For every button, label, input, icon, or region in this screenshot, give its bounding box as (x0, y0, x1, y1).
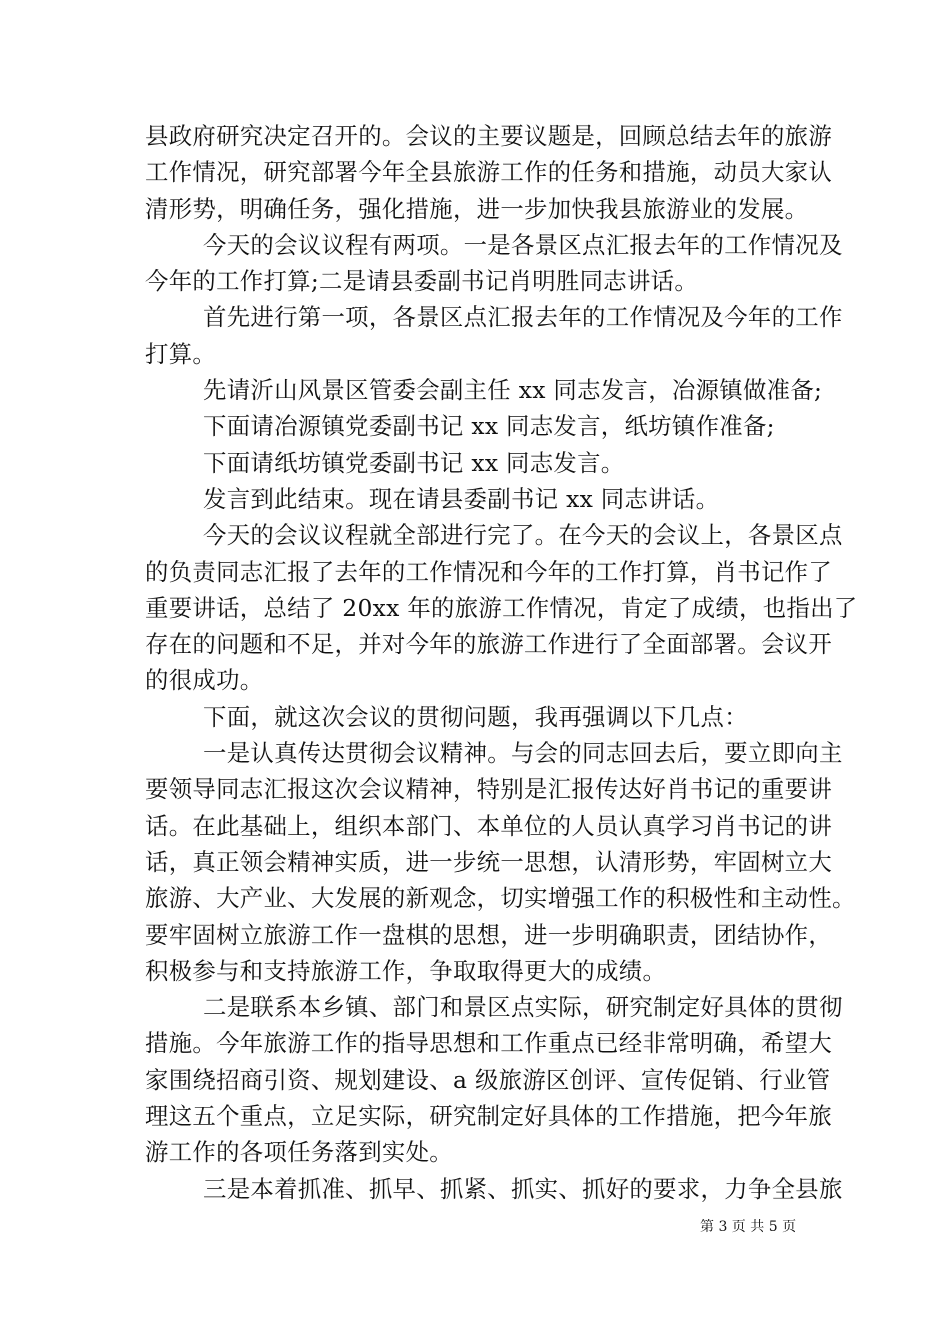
text-line: 话，真正领会精神实质，进一步统一思想，认清形势，牢固树立大 (145, 847, 833, 876)
text-line: 旅游、大产业、大发展的新观念，切实增强工作的积极性和主动性。 (145, 884, 856, 913)
text-line: 打算。 (145, 339, 217, 368)
text-line: 的负责同志汇报了去年的工作情况和今年的工作打算，肖书记作了 (145, 557, 833, 586)
text-line: 重要讲话，总结了 20xx 年的旅游工作情况，肯定了成绩，也指出了 (145, 593, 858, 622)
paragraph-first-line: 二是联系本乡镇、部门和景区点实际，研究制定好具体的贯彻 (203, 993, 843, 1022)
text-line: 工作情况，研究部署今年全县旅游工作的任务和措施，动员大家认 (145, 158, 833, 187)
paragraph-first-line: 一是认真传达贯彻会议精神。与会的同志回去后，要立即向主 (203, 739, 843, 768)
paragraph-first-line: 今天的会议议程就全部进行完了。在今天的会议上，各景区点 (203, 521, 843, 550)
text-line: 游工作的各项任务落到实处。 (145, 1138, 453, 1167)
text-line: 积极参与和支持旅游工作，争取取得更大的成绩。 (145, 956, 667, 985)
paragraph-first-line: 下面请冶源镇党委副书记 xx 同志发言，纸坊镇作准备; (203, 412, 775, 441)
text-line: 今年的工作打算;二是请县委副书记肖明胜同志讲话。 (145, 267, 699, 296)
text-line: 存在的问题和不足，并对今年的旅游工作进行了全面部署。会议开 (145, 630, 833, 659)
text-line: 县政府研究决定召开的。会议的主要议题是，回顾总结去年的旅游 (145, 122, 833, 150)
paragraph-first-line: 今天的会议议程有两项。一是各景区点汇报去年的工作情况及 (203, 230, 843, 259)
paragraph-first-line: 首先进行第一项，各景区点汇报去年的工作情况及今年的工作 (203, 303, 843, 332)
page-number-footer: 第 3 页 共 5 页 (700, 1219, 797, 1235)
text-line: 清形势，明确任务，强化措施，进一步加快我县旅游业的发展。 (145, 194, 809, 223)
text-line: 理这五个重点，立足实际，研究制定好具体的工作措施，把今年旅 (145, 1102, 833, 1131)
text-line: 措施。今年旅游工作的指导思想和工作重点已经非常明确，希望大 (145, 1029, 833, 1058)
paragraph-first-line: 发言到此结束。现在请县委副书记 xx 同志讲话。 (203, 484, 720, 513)
text-line: 要领导同志汇报这次会议精神，特别是汇报传达好肖书记的重要讲 (145, 775, 833, 804)
paragraph-first-line: 下面，就这次会议的贯彻问题，我再强调以下几点： (203, 702, 748, 731)
paragraph-first-line: 下面请纸坊镇党委副书记 xx 同志发言。 (203, 448, 625, 477)
text-line: 要牢固树立旅游工作一盘棋的思想，进一步明确职责，团结协作， (145, 920, 833, 949)
text-line: 的很成功。 (145, 666, 264, 695)
paragraph-first-line: 先请沂山风景区管委会副主任 xx 同志发言，冶源镇做准备; (203, 376, 823, 405)
paragraph-first-line: 三是本着抓准、抓早、抓紧、抓实、抓好的要求，力争全县旅 (203, 1174, 843, 1203)
document-body (145, 118, 858, 1207)
text-line: 家围绕招商引资、规划建设、a 级旅游区创评、宣传促销、行业管 (145, 1065, 831, 1094)
text-line: 话。在此基础上，组织本部门、本单位的人员认真学习肖书记的讲 (145, 811, 833, 840)
